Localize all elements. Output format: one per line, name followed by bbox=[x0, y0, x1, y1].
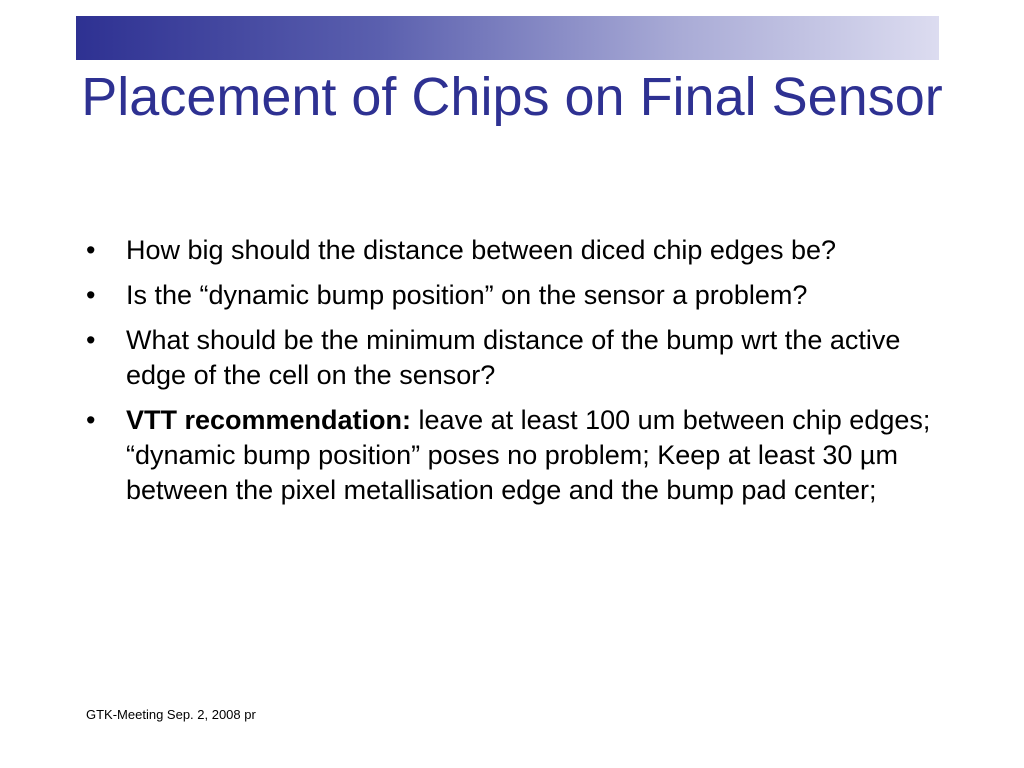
bullet-text: What should be the minimum distance of the bump wrt the active edge of the cell on the sensor? bbox=[126, 325, 901, 390]
bullet-icon: • bbox=[86, 280, 96, 310]
bullet-text: leave at least 100 um between chip edges; “dynamic bump position” poses no problem; Keep at least 30 µm between the pixel metallisation edge and the bump pad center; bbox=[126, 405, 931, 505]
footer-text: GTK-Meeting Sep. 2, 2008 pr bbox=[86, 707, 256, 722]
slide-title: Placement of Chips on Final Sensor bbox=[81, 67, 943, 127]
bullet-item bbox=[84, 323, 944, 393]
bullet-icon: • bbox=[86, 405, 96, 435]
bullet-item bbox=[84, 403, 944, 508]
bullet-text: Is the “dynamic bump position” on the sensor a problem? bbox=[126, 280, 808, 310]
bullet-icon: • bbox=[86, 235, 96, 265]
bullet-item bbox=[84, 233, 944, 268]
recommendation-label: VTT recommendation: bbox=[126, 405, 412, 435]
bullet-list bbox=[84, 233, 944, 518]
bullet-icon: • bbox=[86, 325, 96, 355]
bullet-item bbox=[84, 278, 944, 313]
title-gradient-bar bbox=[76, 16, 939, 60]
bullet-text: How big should the distance between diced chip edges be? bbox=[126, 235, 836, 265]
